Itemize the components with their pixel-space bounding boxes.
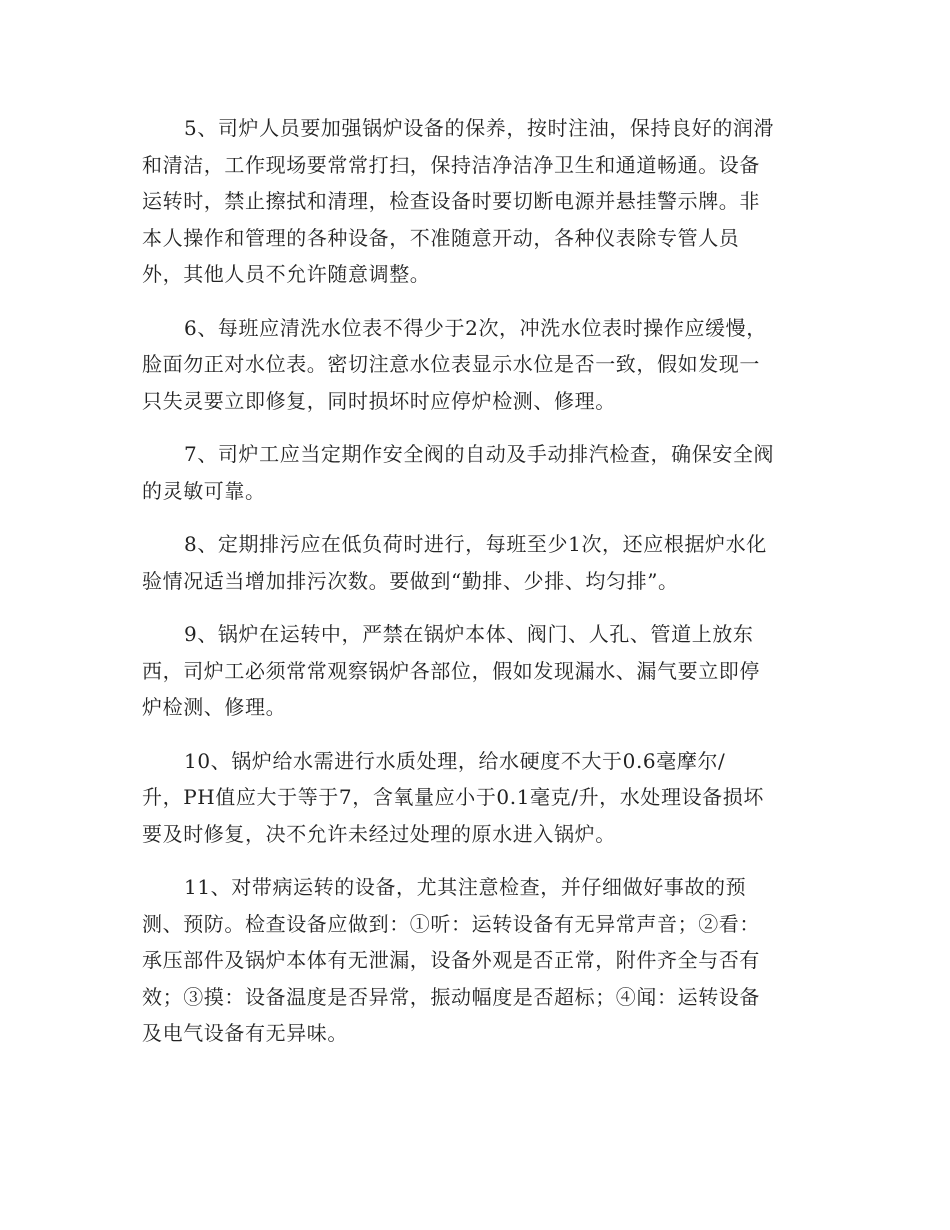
paragraph-line: 6、每班应清洗水位表不得少于2次，冲洗水位表时操作应缓慢， <box>184 315 767 340</box>
paragraph-line: 只失灵要立即修复，同时损坏时应停炉检测、修理。 <box>142 388 616 413</box>
paragraph-7 <box>142 436 810 509</box>
paragraph-line: 和清洁，工作现场要常常打扫，保持洁净洁净卫生和通道畅通。设备 <box>142 152 760 177</box>
paragraph-line: 承压部件及锅炉本体有无泄漏，设备外观是否正常，附件齐全与否有 <box>142 948 760 972</box>
paragraph-line: 10、锅炉给水需进行水质处理，给水硬度不大于0.6毫摩尔/ <box>184 748 726 773</box>
paragraph-line: 要及时修复，决不允许未经过处理的原水进入锅炉。 <box>142 821 616 846</box>
paragraph-6 <box>142 310 810 420</box>
paragraph-line: 西，司炉工必须常常观察锅炉各部位，假如发现漏水、漏气要立即停 <box>142 658 760 683</box>
paragraph-line: 运转时，禁止擦拭和清理，检查设备时要切断电源并悬挂警示牌。非 <box>142 189 760 213</box>
paragraph-line: 脸面勿正对水位表。密切注意水位表显示水位是否一致，假如发现一 <box>142 352 760 376</box>
paragraph-line: 炉检测、修理。 <box>142 695 287 719</box>
paragraph-9 <box>142 616 810 726</box>
paragraph-line: 及电气设备有无异味。 <box>142 1021 348 1045</box>
paragraph-line: 升，PH值应大于等于7，含氧量应小于0.1毫克/升，水处理设备损坏 <box>142 785 764 809</box>
paragraph-line: 的灵敏可靠。 <box>142 478 266 503</box>
paragraph-line: 11、对带病运转的设备，尤其注意检查，并仔细做好事故的预 <box>184 875 747 899</box>
paragraph-line: 外，其他人员不允许随意调整。 <box>142 262 431 286</box>
paragraph-line: 7、司炉工应当定期作安全阀的自动及手动排汽检查，确保安全阀 <box>184 442 775 466</box>
document-body <box>142 110 810 1069</box>
paragraph-11 <box>142 869 810 1052</box>
paragraph-line: 测、预防。检查设备应做到：①听：运转设备有无异常声音；②看： <box>142 911 760 936</box>
paragraph-line: 5、司炉人员要加强锅炉设备的保养，按时注油，保持良好的润滑 <box>184 116 775 140</box>
paragraph-5 <box>142 110 810 293</box>
paragraph-8 <box>142 526 810 599</box>
paragraph-line: 本人操作和管理的各种设备，不准随意开动，各种仪表除专管人员 <box>142 225 740 250</box>
paragraph-line: 8、定期排污应在低负荷时进行，每班至少1次，还应根据炉水化 <box>184 532 767 556</box>
paragraph-line: 9、锅炉在运转中，严禁在锅炉本体、阀门、人孔、管道上放东 <box>184 622 754 646</box>
paragraph-line: 验情况适当增加排污次数。要做到“勤排、少排、均匀排”。 <box>142 568 679 593</box>
paragraph-10 <box>142 743 810 853</box>
paragraph-line: 效；③摸：设备温度是否异常，振动幅度是否超标；④闻：运转设备 <box>142 984 760 1009</box>
